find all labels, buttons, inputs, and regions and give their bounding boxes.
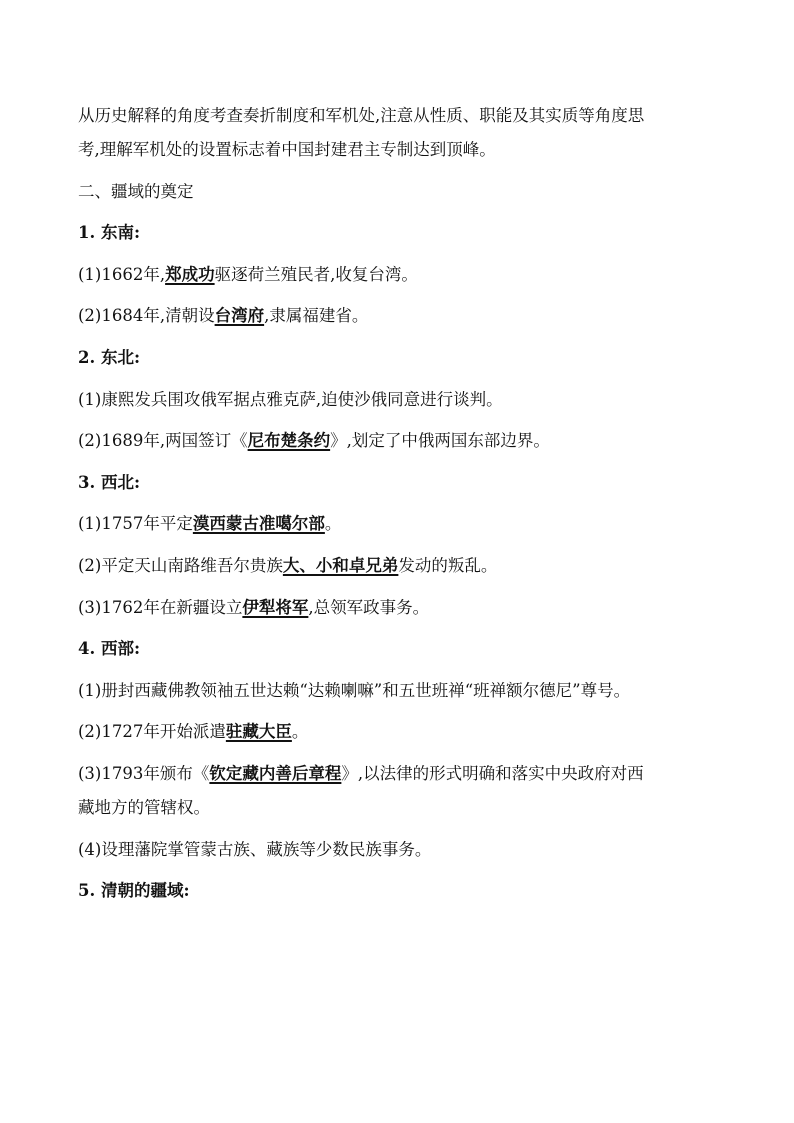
west-item-2	[78, 716, 728, 758]
section-title: 二、疆域的奠定	[78, 181, 194, 201]
intro-line-2: 考,理解军机处的设置标志着中国封建君主专制达到顶峰。	[78, 140, 496, 159]
key-term: 驻藏大臣	[225, 722, 292, 742]
northeast-item-1: (1)康熙发兵围攻俄军据点雅克萨,迫使沙俄同意进行谈判。	[78, 389, 503, 409]
item-prefix: (3)1762年在新疆设立	[78, 597, 243, 617]
heading-southeast: 1. 东南:	[78, 223, 141, 243]
item-prefix: (2)1727年开始派遣	[78, 722, 226, 742]
item-suffix: 。	[324, 514, 342, 534]
item-suffix: 》,划定了中俄两国东部边界。	[330, 431, 550, 451]
northeast-item-2	[78, 425, 728, 467]
heading-west: 4. 西部:	[78, 639, 141, 659]
key-term: 尼布楚条约	[247, 431, 331, 451]
northwest-item-2	[78, 550, 728, 592]
southeast-item-1	[78, 259, 728, 301]
item-prefix: (2)1689年,两国签订《	[78, 431, 248, 451]
west-item-4: (4)设理藩院掌管蒙古族、藏族等少数民族事务。	[78, 839, 432, 859]
item-suffix: ,总领军政事务。	[308, 597, 430, 617]
northwest-item-1	[78, 508, 728, 550]
item-prefix: (3)1793年颁布《	[78, 763, 210, 783]
west-item-1: (1)册封西藏佛教领袖五世达赖“达赖喇嘛”和五世班禅“班禅额尔德尼”尊号。	[78, 680, 631, 700]
west-item-3-continued: 藏地方的管辖权。	[78, 797, 210, 817]
key-term: 钦定藏内善后章程	[209, 763, 342, 783]
item-suffix: ,隶属福建省。	[264, 306, 369, 326]
item-prefix: (1)1757年平定	[78, 514, 193, 534]
key-term: 漠西蒙古准噶尔部	[192, 514, 325, 534]
item-suffix: 》,以法律的形式明确和落实中央政府对西	[341, 763, 644, 783]
item-prefix: (1)1662年,	[78, 264, 166, 284]
document-page	[78, 100, 728, 917]
item-prefix: (2)平定天山南路维吾尔贵族	[78, 555, 283, 575]
intro-line-1: 从历史解释的角度考查奏折制度和军机处,注意从性质、职能及其实质等角度思	[78, 106, 645, 125]
item-prefix: (2)1684年,清朝设	[78, 306, 215, 326]
key-term: 郑成功	[165, 264, 215, 284]
northwest-item-3	[78, 592, 728, 634]
key-term: 伊犁将军	[242, 597, 309, 617]
key-term: 台湾府	[214, 306, 265, 326]
heading-territory: 5. 清朝的疆域:	[78, 881, 190, 901]
item-suffix: 。	[291, 722, 309, 742]
item-suffix: 驱逐荷兰殖民者,收复台湾。	[214, 264, 418, 284]
item-suffix: 发动的叛乱。	[398, 555, 498, 575]
heading-northeast: 2. 东北:	[78, 347, 141, 367]
southeast-item-2	[78, 300, 728, 342]
heading-northwest: 3. 西北:	[78, 472, 141, 492]
key-term: 大、小和卓兄弟	[282, 555, 399, 575]
west-item-3	[78, 758, 728, 792]
